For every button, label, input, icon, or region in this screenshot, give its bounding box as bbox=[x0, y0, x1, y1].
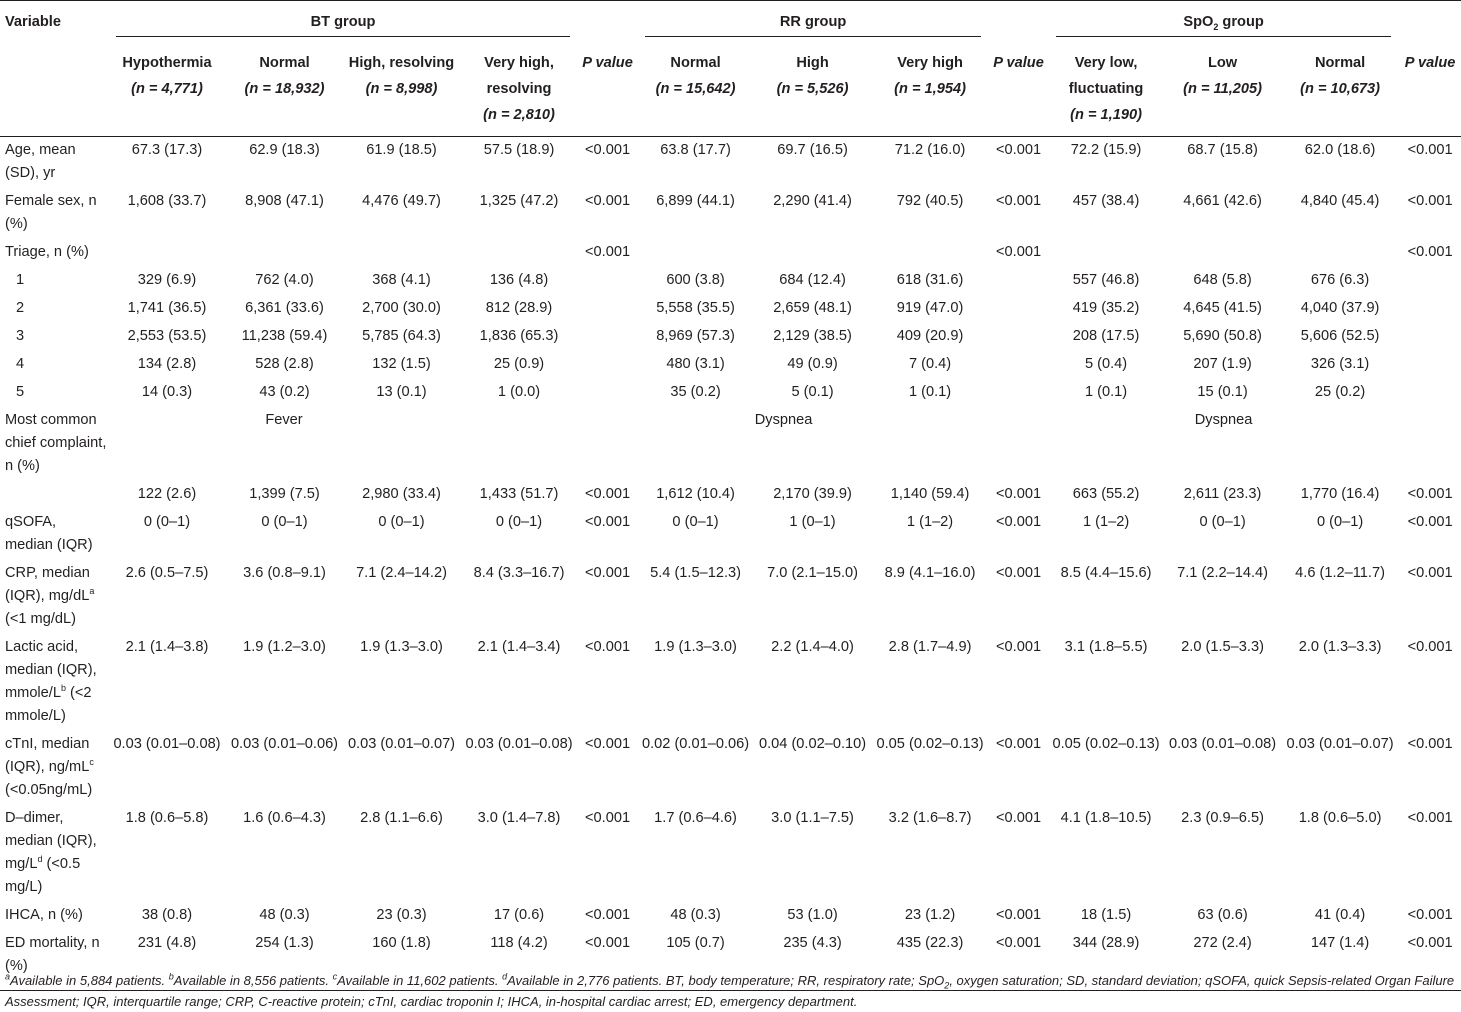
table-row bbox=[0, 481, 1461, 509]
data-cell: 17 (0.6) bbox=[493, 906, 545, 923]
data-cell: 7.0 (2.1–15.0) bbox=[767, 564, 858, 581]
data-cell: 5,558 (35.5) bbox=[656, 299, 735, 316]
p-value-cell: <0.001 bbox=[1407, 141, 1453, 158]
p-value-cell: <0.001 bbox=[1407, 638, 1453, 655]
data-cell: 1,741 (36.5) bbox=[127, 299, 207, 316]
p-value-cell: <0.001 bbox=[585, 485, 631, 502]
p-value-cell: <0.001 bbox=[1407, 906, 1453, 923]
p-value-cell: <0.001 bbox=[1407, 809, 1453, 826]
data-cell: 919 (47.0) bbox=[896, 299, 964, 316]
spo2-subheader: Normal (n = 10,673) bbox=[1281, 37, 1399, 137]
row-label: D–dimer, median (IQR), $mg/L^d$ (<0.5 mg/L) bbox=[5, 809, 97, 895]
p-value-cell: <0.001 bbox=[996, 141, 1042, 158]
data-cell: 368 (4.1) bbox=[372, 271, 431, 288]
data-cell: 14 (0.3) bbox=[141, 383, 193, 400]
table-row bbox=[0, 902, 1461, 930]
row-label: IHCA, n (%) bbox=[5, 906, 83, 923]
data-cell: 2.0 (1.3–3.3) bbox=[1298, 638, 1382, 655]
data-cell: 2.3 (0.9–6.5) bbox=[1181, 809, 1264, 826]
p-value-cell: <0.001 bbox=[1407, 735, 1453, 752]
p-value-cell bbox=[1399, 323, 1461, 351]
p-value-cell: <0.001 bbox=[585, 513, 631, 530]
row-label bbox=[0, 481, 108, 509]
data-cell: 63 (0.6) bbox=[1197, 906, 1248, 923]
data-cell bbox=[1048, 239, 1164, 267]
data-cell: 6,361 (33.6) bbox=[245, 299, 324, 316]
p-value-cell bbox=[1399, 379, 1461, 407]
data-cell: 1 (0.1) bbox=[908, 383, 952, 400]
data-cell: 8,908 (47.1) bbox=[245, 192, 324, 209]
data-cell: 13 (0.1) bbox=[376, 383, 427, 400]
p-value-cell: <0.001 bbox=[989, 930, 1048, 991]
data-cell: 812 (28.9) bbox=[485, 299, 553, 316]
p-value-cell: <0.001 bbox=[585, 243, 631, 260]
table-row bbox=[0, 351, 1461, 379]
p-value-cell bbox=[578, 351, 637, 379]
data-cell: 663 (55.2) bbox=[1072, 485, 1140, 502]
data-cell: 0 (0–1) bbox=[378, 513, 425, 530]
p-value-cell: <0.001 bbox=[1407, 485, 1453, 502]
p-value-cell: <0.001 bbox=[578, 930, 637, 991]
data-cell: 1,325 (47.2) bbox=[479, 192, 559, 209]
data-cell: 235 (4.3) bbox=[754, 930, 871, 991]
data-cell: 1.6 (0.6–4.3) bbox=[243, 809, 326, 826]
p-value-cell: <0.001 bbox=[1407, 243, 1453, 260]
p-value-cell: <0.001 bbox=[585, 809, 631, 826]
data-cell: 62.9 (18.3) bbox=[249, 141, 320, 158]
p-value-cell: <0.001 bbox=[996, 192, 1042, 209]
data-cell: 457 (38.4) bbox=[1072, 192, 1140, 209]
bt-group-header: BT group bbox=[108, 1, 578, 37]
data-cell: 38 (0.8) bbox=[141, 906, 193, 923]
data-cell: 48 (0.3) bbox=[259, 906, 310, 923]
data-cell: 1 (1–2) bbox=[906, 513, 954, 530]
row-label: 1 bbox=[16, 271, 25, 288]
data-cell: 5 (0.1) bbox=[791, 383, 834, 400]
p-value-cell: <0.001 bbox=[585, 906, 631, 923]
p-value-cell: <0.001 bbox=[996, 735, 1042, 752]
table-row bbox=[0, 295, 1461, 323]
data-cell: 0 (0–1) bbox=[1199, 513, 1246, 530]
data-cell: 8,969 (57.3) bbox=[656, 327, 735, 344]
row-label: Most common chief complaint, n (%) bbox=[5, 411, 107, 474]
data-cell: 7.1 (2.2–14.4) bbox=[1177, 564, 1268, 581]
data-cell: 6,899 (44.1) bbox=[656, 192, 735, 209]
data-cell: 5 (0.4) bbox=[1084, 355, 1128, 372]
data-cell: 557 (46.8) bbox=[1072, 271, 1140, 288]
p-value-cell: <0.001 bbox=[996, 564, 1042, 581]
data-cell: 8.4 (3.3–16.7) bbox=[473, 564, 565, 581]
table-row bbox=[0, 267, 1461, 295]
p-value-cell bbox=[989, 379, 1048, 407]
data-cell: 762 (4.0) bbox=[255, 271, 314, 288]
data-cell: 1.9 (1.3–3.0) bbox=[360, 638, 443, 655]
bt-subheader: Normal (n = 18,932) bbox=[226, 37, 343, 137]
data-cell: 2.8 (1.1–6.6) bbox=[360, 809, 443, 826]
p-value-cell bbox=[989, 267, 1048, 295]
data-cell: 0.03 (0.01–0.08) bbox=[1169, 735, 1277, 752]
table-row bbox=[0, 188, 1461, 239]
data-cell: 3.0 (1.1–7.5) bbox=[771, 809, 854, 826]
data-cell: 231 (4.8) bbox=[108, 930, 226, 991]
data-cell: 0 (0–1) bbox=[143, 513, 191, 530]
bt-subheader: Hypothermia (n = 4,771) bbox=[108, 37, 226, 137]
data-cell: 2,611 (23.3) bbox=[1183, 485, 1262, 502]
data-cell: 1.9 (1.3–3.0) bbox=[654, 638, 737, 655]
table-row bbox=[0, 805, 1461, 902]
p-value-cell: <0.001 bbox=[585, 735, 631, 752]
p-value-cell bbox=[1399, 267, 1461, 295]
p-value-cell: <0.001 bbox=[996, 243, 1042, 260]
data-cell: 1 (1–2) bbox=[1082, 513, 1130, 530]
data-cell: 648 (5.8) bbox=[1193, 271, 1252, 288]
chief-complaint-cell: Dyspnea bbox=[1194, 411, 1253, 428]
table-row bbox=[0, 323, 1461, 351]
variable-header: Variable bbox=[0, 1, 108, 37]
data-cell: 35 (0.2) bbox=[670, 383, 721, 400]
data-cell: 7 (0.4) bbox=[908, 355, 952, 372]
data-cell: 122 (2.6) bbox=[137, 485, 197, 502]
data-cell: 5.4 (1.5–12.3) bbox=[650, 564, 741, 581]
data-cell: 2,700 (30.0) bbox=[362, 299, 441, 316]
data-cell: 63.8 (17.7) bbox=[660, 141, 731, 158]
data-cell: 41 (0.4) bbox=[1314, 906, 1366, 923]
data-cell: 0.05 (0.02–0.13) bbox=[876, 735, 984, 752]
data-cell: 8.9 (4.1–16.0) bbox=[884, 564, 976, 581]
table-row bbox=[0, 379, 1461, 407]
data-cell: 68.7 (15.8) bbox=[1187, 141, 1258, 158]
table-row bbox=[0, 136, 1461, 188]
data-cell: 4,645 (41.5) bbox=[1183, 299, 1262, 316]
data-cell: 49 (0.9) bbox=[787, 355, 838, 372]
data-cell: 792 (40.5) bbox=[896, 192, 964, 209]
table-row bbox=[0, 509, 1461, 560]
data-cell: 4.1 (1.8–10.5) bbox=[1060, 809, 1152, 826]
data-cell: 1.9 (1.2–3.0) bbox=[243, 638, 326, 655]
data-cell bbox=[1281, 239, 1399, 267]
data-cell: 409 (20.9) bbox=[896, 327, 964, 344]
data-cell: 2,170 (39.9) bbox=[773, 485, 852, 502]
p-value-cell: <0.001 bbox=[996, 906, 1042, 923]
data-cell: 5,785 (64.3) bbox=[362, 327, 441, 344]
data-cell: 3.1 (1.8–5.5) bbox=[1064, 638, 1148, 655]
data-cell: 254 (1.3) bbox=[226, 930, 343, 991]
row-label: 2 bbox=[16, 299, 25, 316]
data-cell: 5,606 (52.5) bbox=[1300, 327, 1380, 344]
row-label: Age, mean (SD), yr bbox=[5, 141, 76, 181]
data-cell: 1 (0.0) bbox=[497, 383, 541, 400]
p-value-cell bbox=[578, 323, 637, 351]
data-cell: 2,129 (38.5) bbox=[773, 327, 852, 344]
data-cell: 5,690 (50.8) bbox=[1183, 327, 1262, 344]
data-cell: 1,608 (33.7) bbox=[127, 192, 207, 209]
data-cell: 0 (0–1) bbox=[672, 513, 719, 530]
data-cell: 1,612 (10.4) bbox=[656, 485, 735, 502]
data-cell: 0.03 (0.01–0.06) bbox=[230, 735, 339, 752]
data-cell: 1,433 (51.7) bbox=[479, 485, 559, 502]
data-cell: 72.2 (15.9) bbox=[1070, 141, 1142, 158]
row-label: CRP, median (IQR), $mg/dL^a$ (<1 mg/dL) bbox=[5, 564, 95, 627]
data-cell: 71.2 (16.0) bbox=[894, 141, 966, 158]
data-cell: 48 (0.3) bbox=[670, 906, 721, 923]
p-value-cell: <0.001 bbox=[585, 141, 631, 158]
table-row bbox=[0, 634, 1461, 731]
data-cell: 618 (31.6) bbox=[896, 271, 964, 288]
data-cell: 2.1 (1.4–3.4) bbox=[477, 638, 561, 655]
data-cell: 1,140 (59.4) bbox=[890, 485, 970, 502]
chief-complaint-cell: Fever bbox=[265, 411, 303, 428]
data-cell: 1.7 (0.6–4.6) bbox=[654, 809, 737, 826]
p-value-cell: <0.001 bbox=[996, 513, 1042, 530]
bt-subheader: High, resolving (n = 8,998) bbox=[343, 37, 460, 137]
data-cell bbox=[637, 239, 754, 267]
p-value-cell: <0.001 bbox=[996, 485, 1042, 502]
table-row bbox=[0, 731, 1461, 805]
data-cell: 61.9 (18.5) bbox=[366, 141, 437, 158]
p-value-cell: <0.001 bbox=[1399, 930, 1461, 991]
row-label: 4 bbox=[16, 355, 25, 372]
data-cell: 57.5 (18.9) bbox=[483, 141, 555, 158]
data-cell: 4,661 (42.6) bbox=[1183, 192, 1262, 209]
data-cell: 132 (1.5) bbox=[372, 355, 431, 372]
data-cell: 528 (2.8) bbox=[255, 355, 314, 372]
data-cell: 3.6 (0.8–9.1) bbox=[243, 564, 326, 581]
variable-subheader-blank bbox=[0, 37, 108, 137]
data-cell: 480 (3.1) bbox=[666, 355, 725, 372]
data-cell: 0.03 (0.01–0.08) bbox=[465, 735, 573, 752]
group-header-row bbox=[0, 1, 1461, 37]
data-cell: 2,553 (53.5) bbox=[127, 327, 207, 344]
spo2-group-header: SpO$_2$ group bbox=[1048, 1, 1399, 37]
data-cell bbox=[754, 239, 871, 267]
data-cell: 344 (28.9) bbox=[1048, 930, 1164, 991]
data-cell: 4,840 (45.4) bbox=[1300, 192, 1380, 209]
data-cell: 118 (4.2) bbox=[460, 930, 578, 991]
data-cell: 11,238 (59.4) bbox=[241, 327, 328, 344]
data-cell: 676 (6.3) bbox=[1310, 271, 1370, 288]
p-value-cell: <0.001 bbox=[996, 638, 1042, 655]
data-cell: 0.05 (0.02–0.13) bbox=[1052, 735, 1160, 752]
p-value-cell: <0.001 bbox=[1407, 192, 1453, 209]
data-cell: 147 (1.4) bbox=[1281, 930, 1399, 991]
data-cell bbox=[460, 239, 578, 267]
data-cell: 0.04 (0.02–0.10) bbox=[758, 735, 867, 752]
table-row bbox=[0, 239, 1461, 267]
data-cell: 25 (0.9) bbox=[493, 355, 545, 372]
data-cell: 105 (0.7) bbox=[637, 930, 754, 991]
data-cell: 23 (0.3) bbox=[376, 906, 427, 923]
data-cell: 8.5 (4.4–15.6) bbox=[1060, 564, 1152, 581]
data-cell: 0 (0–1) bbox=[1316, 513, 1364, 530]
bt-subheader: Very high, resolving (n = 2,810) bbox=[460, 37, 578, 137]
table-row bbox=[0, 407, 1461, 481]
data-cell: 0.03 (0.01–0.08) bbox=[113, 735, 221, 752]
data-cell: 2.0 (1.5–3.3) bbox=[1181, 638, 1264, 655]
data-cell bbox=[343, 239, 460, 267]
p-value-cell bbox=[578, 295, 637, 323]
data-cell bbox=[226, 239, 343, 267]
p-value-cell bbox=[1399, 295, 1461, 323]
data-cell: 4.6 (1.2–11.7) bbox=[1295, 564, 1385, 581]
data-cell: 3.2 (1.6–8.7) bbox=[888, 809, 972, 826]
p-value-header: P value bbox=[578, 37, 637, 137]
data-cell: 2.1 (1.4–3.8) bbox=[125, 638, 209, 655]
data-cell bbox=[1164, 239, 1281, 267]
rr-subheader: Normal (n = 15,642) bbox=[637, 37, 754, 137]
p-value-cell: <0.001 bbox=[585, 564, 631, 581]
p-value-cell bbox=[989, 351, 1048, 379]
data-cell: 0.02 (0.01–0.06) bbox=[641, 735, 750, 752]
rr-subheader: High (n = 5,526) bbox=[754, 37, 871, 137]
chief-complaint-cell: Dyspnea bbox=[754, 411, 813, 428]
data-cell: 15 (0.1) bbox=[1197, 383, 1248, 400]
p-value-cell: <0.001 bbox=[1407, 564, 1453, 581]
table-footnote: $^a$Available in 5,884 patients. $^b$Available in 8,556 patients. $^c$Available in 11,602 patients. $^d$Available in 2,776 patients. BT, body temperature; RR, respiratory rate; SpO$_2$, oxygen saturation; SD, standard deviation; qSOFA, quick Sepsis-related Organ Failure Assessment; IQR, interquartile range; CRP, C-reactive protein; cTnI, cardiac troponin I; IHCA, in-hospital cardiac arrest; ED, emergency department. bbox=[5, 971, 1455, 1009]
data-cell: 1,836 (65.3) bbox=[479, 327, 559, 344]
data-cell bbox=[871, 239, 989, 267]
data-cell: 1 (0.1) bbox=[1084, 383, 1128, 400]
data-cell: 419 (35.2) bbox=[1072, 299, 1140, 316]
data-cell: 18 (1.5) bbox=[1080, 906, 1132, 923]
data-cell: 4,040 (37.9) bbox=[1300, 299, 1380, 316]
data-cell: 136 (4.8) bbox=[489, 271, 549, 288]
data-cell: 2,290 (41.4) bbox=[773, 192, 852, 209]
data-cell: 134 (2.8) bbox=[137, 355, 197, 372]
p-value-header: P value bbox=[989, 37, 1048, 137]
p-value-cell: <0.001 bbox=[585, 638, 631, 655]
data-cell: 4,476 (49.7) bbox=[362, 192, 441, 209]
data-cell: 2.6 (0.5–7.5) bbox=[125, 564, 209, 581]
data-cell: 0 (0–1) bbox=[495, 513, 543, 530]
spo2-subheader: Low (n = 11,205) bbox=[1164, 37, 1281, 137]
data-cell: 2.8 (1.7–4.9) bbox=[888, 638, 972, 655]
data-cell: 7.1 (2.4–14.2) bbox=[356, 564, 447, 581]
p-value-cell bbox=[1399, 351, 1461, 379]
data-cell: 1.8 (0.6–5.8) bbox=[125, 809, 209, 826]
data-cell: 3.0 (1.4–7.8) bbox=[477, 809, 561, 826]
data-cell: 272 (2.4) bbox=[1164, 930, 1281, 991]
data-cell: 0.03 (0.01–0.07) bbox=[347, 735, 456, 752]
p-value-cell bbox=[578, 267, 637, 295]
data-cell: 69.7 (16.5) bbox=[777, 141, 848, 158]
row-label: 3 bbox=[16, 327, 25, 344]
row-label: cTnI, median (IQR), $ng/mL^c$ (<0.05ng/mL) bbox=[5, 735, 94, 798]
data-cell: 25 (0.2) bbox=[1314, 383, 1366, 400]
data-cell: 0 (0–1) bbox=[261, 513, 308, 530]
p-value-cell: <0.001 bbox=[1407, 513, 1453, 530]
spo2-subheader: Very low, fluctuating (n = 1,190) bbox=[1048, 37, 1164, 137]
row-label: qSOFA, median (IQR) bbox=[5, 513, 93, 553]
p-value-cell bbox=[989, 323, 1048, 351]
subgroup-header-row bbox=[0, 37, 1461, 137]
data-cell: 53 (1.0) bbox=[787, 906, 838, 923]
data-cell: 435 (22.3) bbox=[871, 930, 989, 991]
data-cell: 208 (17.5) bbox=[1072, 327, 1140, 344]
row-label: 5 bbox=[16, 383, 25, 400]
data-cell: 2,980 (33.4) bbox=[362, 485, 441, 502]
p-value-header: P value bbox=[1399, 37, 1461, 137]
data-cell: 684 (12.4) bbox=[779, 271, 846, 288]
data-cell: 62.0 (18.6) bbox=[1304, 141, 1376, 158]
row-label: Female sex, n (%) bbox=[5, 192, 97, 232]
data-cell: 23 (1.2) bbox=[904, 906, 956, 923]
data-cell: 1.8 (0.6–5.0) bbox=[1298, 809, 1382, 826]
data-cell: 2.2 (1.4–4.0) bbox=[771, 638, 854, 655]
data-cell: 67.3 (17.3) bbox=[131, 141, 203, 158]
p-value-cell: <0.001 bbox=[996, 809, 1042, 826]
p-value-cell bbox=[578, 379, 637, 407]
data-cell: 160 (1.8) bbox=[343, 930, 460, 991]
row-label: Lactic acid, median (IQR), mmole/$L^b$ (<2 mmole/L) bbox=[5, 638, 97, 724]
p-value-cell: <0.001 bbox=[585, 192, 631, 209]
p-value-cell bbox=[989, 295, 1048, 323]
data-cell: 600 (3.8) bbox=[666, 271, 725, 288]
data-cell bbox=[108, 239, 226, 267]
data-cell: 0.03 (0.01–0.07) bbox=[1286, 735, 1394, 752]
data-cell: 207 (1.9) bbox=[1193, 355, 1252, 372]
data-cell: 1,399 (7.5) bbox=[249, 485, 320, 502]
rr-subheader: Very high (n = 1,954) bbox=[871, 37, 989, 137]
data-cell: 1 (0–1) bbox=[789, 513, 836, 530]
rr-group-header: RR group bbox=[637, 1, 989, 37]
data-cell: 326 (3.1) bbox=[1310, 355, 1370, 372]
data-cell: 43 (0.2) bbox=[259, 383, 310, 400]
row-label: Triage, n (%) bbox=[5, 243, 89, 260]
table-row bbox=[0, 560, 1461, 634]
row-label: ED mortality, n (%) bbox=[0, 930, 108, 991]
data-cell: 1,770 (16.4) bbox=[1300, 485, 1380, 502]
data-cell: 329 (6.9) bbox=[137, 271, 197, 288]
data-cell: 2,659 (48.1) bbox=[773, 299, 852, 316]
